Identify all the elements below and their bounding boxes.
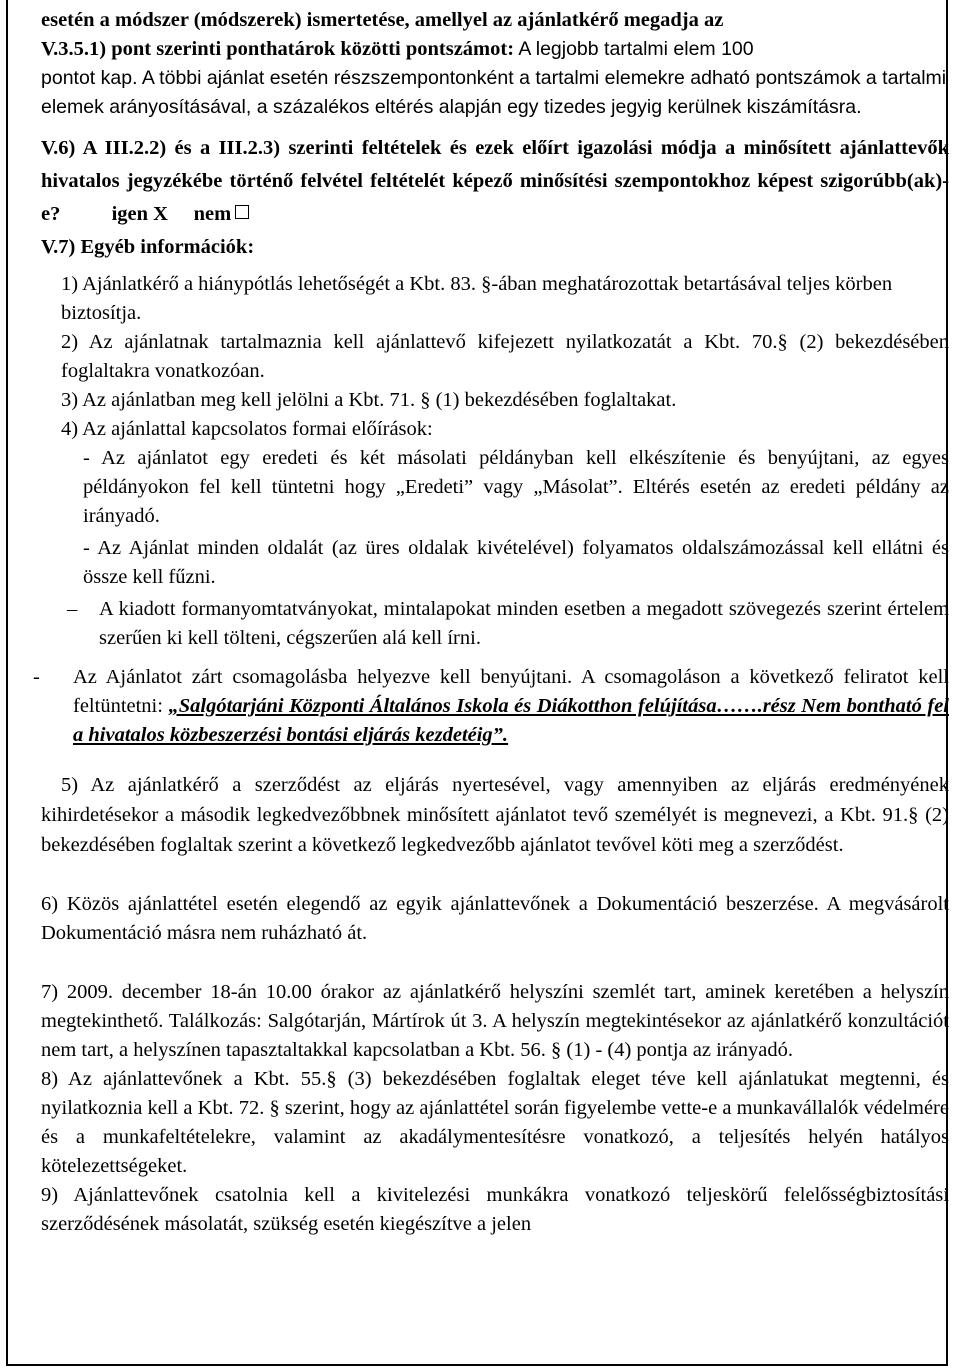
section-v6 xyxy=(41,132,949,231)
info-item-9: 9) Ajánlattevőnek csatolnia kell a kivitelezési munkákra vonatkozó teljeskörű felelősségbiztosítási szerződésének másolatát, szükség esetén kiegészítve a jelen xyxy=(41,1184,949,1235)
info-list xyxy=(41,270,949,653)
format-bullet-4 xyxy=(33,663,949,750)
info-item-8: 8) Az ajánlattevőnek a Kbt. 55.§ (3) bekezdésében foglaltak eleget téve kell ajánlatukat megtenni, és nyilatkoznia kell a Kbt. 72. § szerint, hogy az ajánlattétel során figyelembe vette-e a munkavállalók védelmére és a munkafeltételekre, valamint az akadálymentesítésre vonatkozó, a teljesítés helyén hatályos kötelezettségeket. xyxy=(41,1068,949,1177)
format-bullet-4-text xyxy=(73,663,949,750)
info-item-7: 7) 2009. december 18-án 10.00 órakor az ajánlatkérő helyszíni szemlét tart, aminek keretében a helyszín megtekinthető. Találkozás: Salgótarján, Mártírok út 3. A helyszín megtekintésekor az ajánlatkérő konzultációt nem tart, a helyszínen tapasztaltakkal kapcsolatban a Kbt. 56. § (1) - (4) pontja az irányadó. xyxy=(41,981,949,1061)
bullet-dash: - xyxy=(33,666,40,688)
section-v6-no: nem xyxy=(193,203,232,225)
format-bullet-1: - Az ajánlatot egy eredeti és két másolati példányban kell elkészítenie és benyújtani, az egyes példányokon fel kell tüntetni hogy „Eredeti” vagy „Másolat”. Eltérés esetén az eredeti példány az irányadó. xyxy=(83,447,949,527)
bullet-dash: – xyxy=(67,598,78,620)
package-label-text: „Salgótarjáni Központi Általános Iskola és Diákotthon felújítása…….rész Nem bontható fel a hivatalos közbeszerzési bontási eljárás kezdetéig”. xyxy=(73,695,949,746)
header-paragraph: pontot kap. A többi ajánlat esetén részszempontonként a tartalmi elemekre adható pontszámok a tartalmi elemek arányosításával, a százalékos eltérés alapján egy tizedes jegyig kerülnek kiszámításra. xyxy=(41,67,947,118)
info-item-6: 6) Közös ajánlattétel esetén elegendő az egyik ajánlattevőnek a Dokumentáció beszerzése. A megvásárolt Dokumentáció másra nem ruházható át. xyxy=(41,893,949,944)
format-bullet-3-text: A kiadott formanyomtatványokat, mintalapokat minden esetben a megadott szövegezés szerint értelem szerűen ki kell tölteni, cégszerűen alá kell írni. xyxy=(99,598,949,649)
info-item-1: 1) Ajánlatkérő a hiánypótlás lehetőségét a Kbt. 83. §-ában meghatározottak betartásával teljes körben biztosítja. xyxy=(61,273,893,324)
section-v6-text: V.6) A III.2.2) és a III.2.3) szerinti feltételek és ezek előírt igazolási módja a minősített ajánlattevők hivatalos jegyzékébe történő felvétel feltételét képező minősítési szempontokhoz képest szigorúbb(ak)-e? xyxy=(41,137,949,225)
info-item-4: 4) Az ajánlattal kapcsolatos formai előírások: xyxy=(61,418,433,440)
format-bullet-2: - Az Ajánlat minden oldalát (az üres oldalak kivételével) folyamatos oldalszámozással kell ellátni és össze kell fűzni. xyxy=(83,537,949,588)
info-item-5: 5) Az ajánlatkérő a szerződést az eljárás nyertesével, vagy amennyiben az eljárás eredményének kihirdetésekor a második legkedvezőbbnek minősített ajánlatot tevő személyét is megnevezi, a Kbt. 91.§ (2) bekezdésében foglaltak szerint a következő legkedvezőbb ajánlatot tevővel köti meg a szerződést. xyxy=(41,774,949,856)
document-page xyxy=(6,0,948,1366)
header-line-2-bold: V.3.5.1) pont szerinti ponthatárok közötti pontszámot: xyxy=(41,38,515,60)
format-bullet-4-pre: Az Ajánlatot zárt csomagolásba helyezve kell benyújtani. A csomagoláson a következő feliratot kell feltüntetni: xyxy=(73,666,949,717)
document-content xyxy=(33,6,949,1239)
checkbox-icon xyxy=(235,205,249,219)
info-item-2: 2) Az ajánlatnak tartalmaznia kell ajánlattevő kifejezett nyilatkozatát a Kbt. 70.§ (2) bekezdésében foglaltakra vonatkozóan. xyxy=(61,331,949,382)
info-item-3: 3) Az ajánlatban meg kell jelölni a Kbt. 71. § (1) bekezdésében foglaltakat. xyxy=(61,389,677,411)
section-v7-title: V.7) Egyéb információk: xyxy=(41,236,255,258)
format-bullet-3 xyxy=(61,595,949,653)
header-line-2-rest: A legjobb tartalmi elem 100 xyxy=(514,38,754,60)
section-v6-yes: igen X xyxy=(111,203,168,225)
header-line-2 xyxy=(41,35,949,64)
header-line-1: esetén a módszer (módszerek) ismertetése, amellyel az ajánlatkérő megadja az xyxy=(41,9,724,31)
